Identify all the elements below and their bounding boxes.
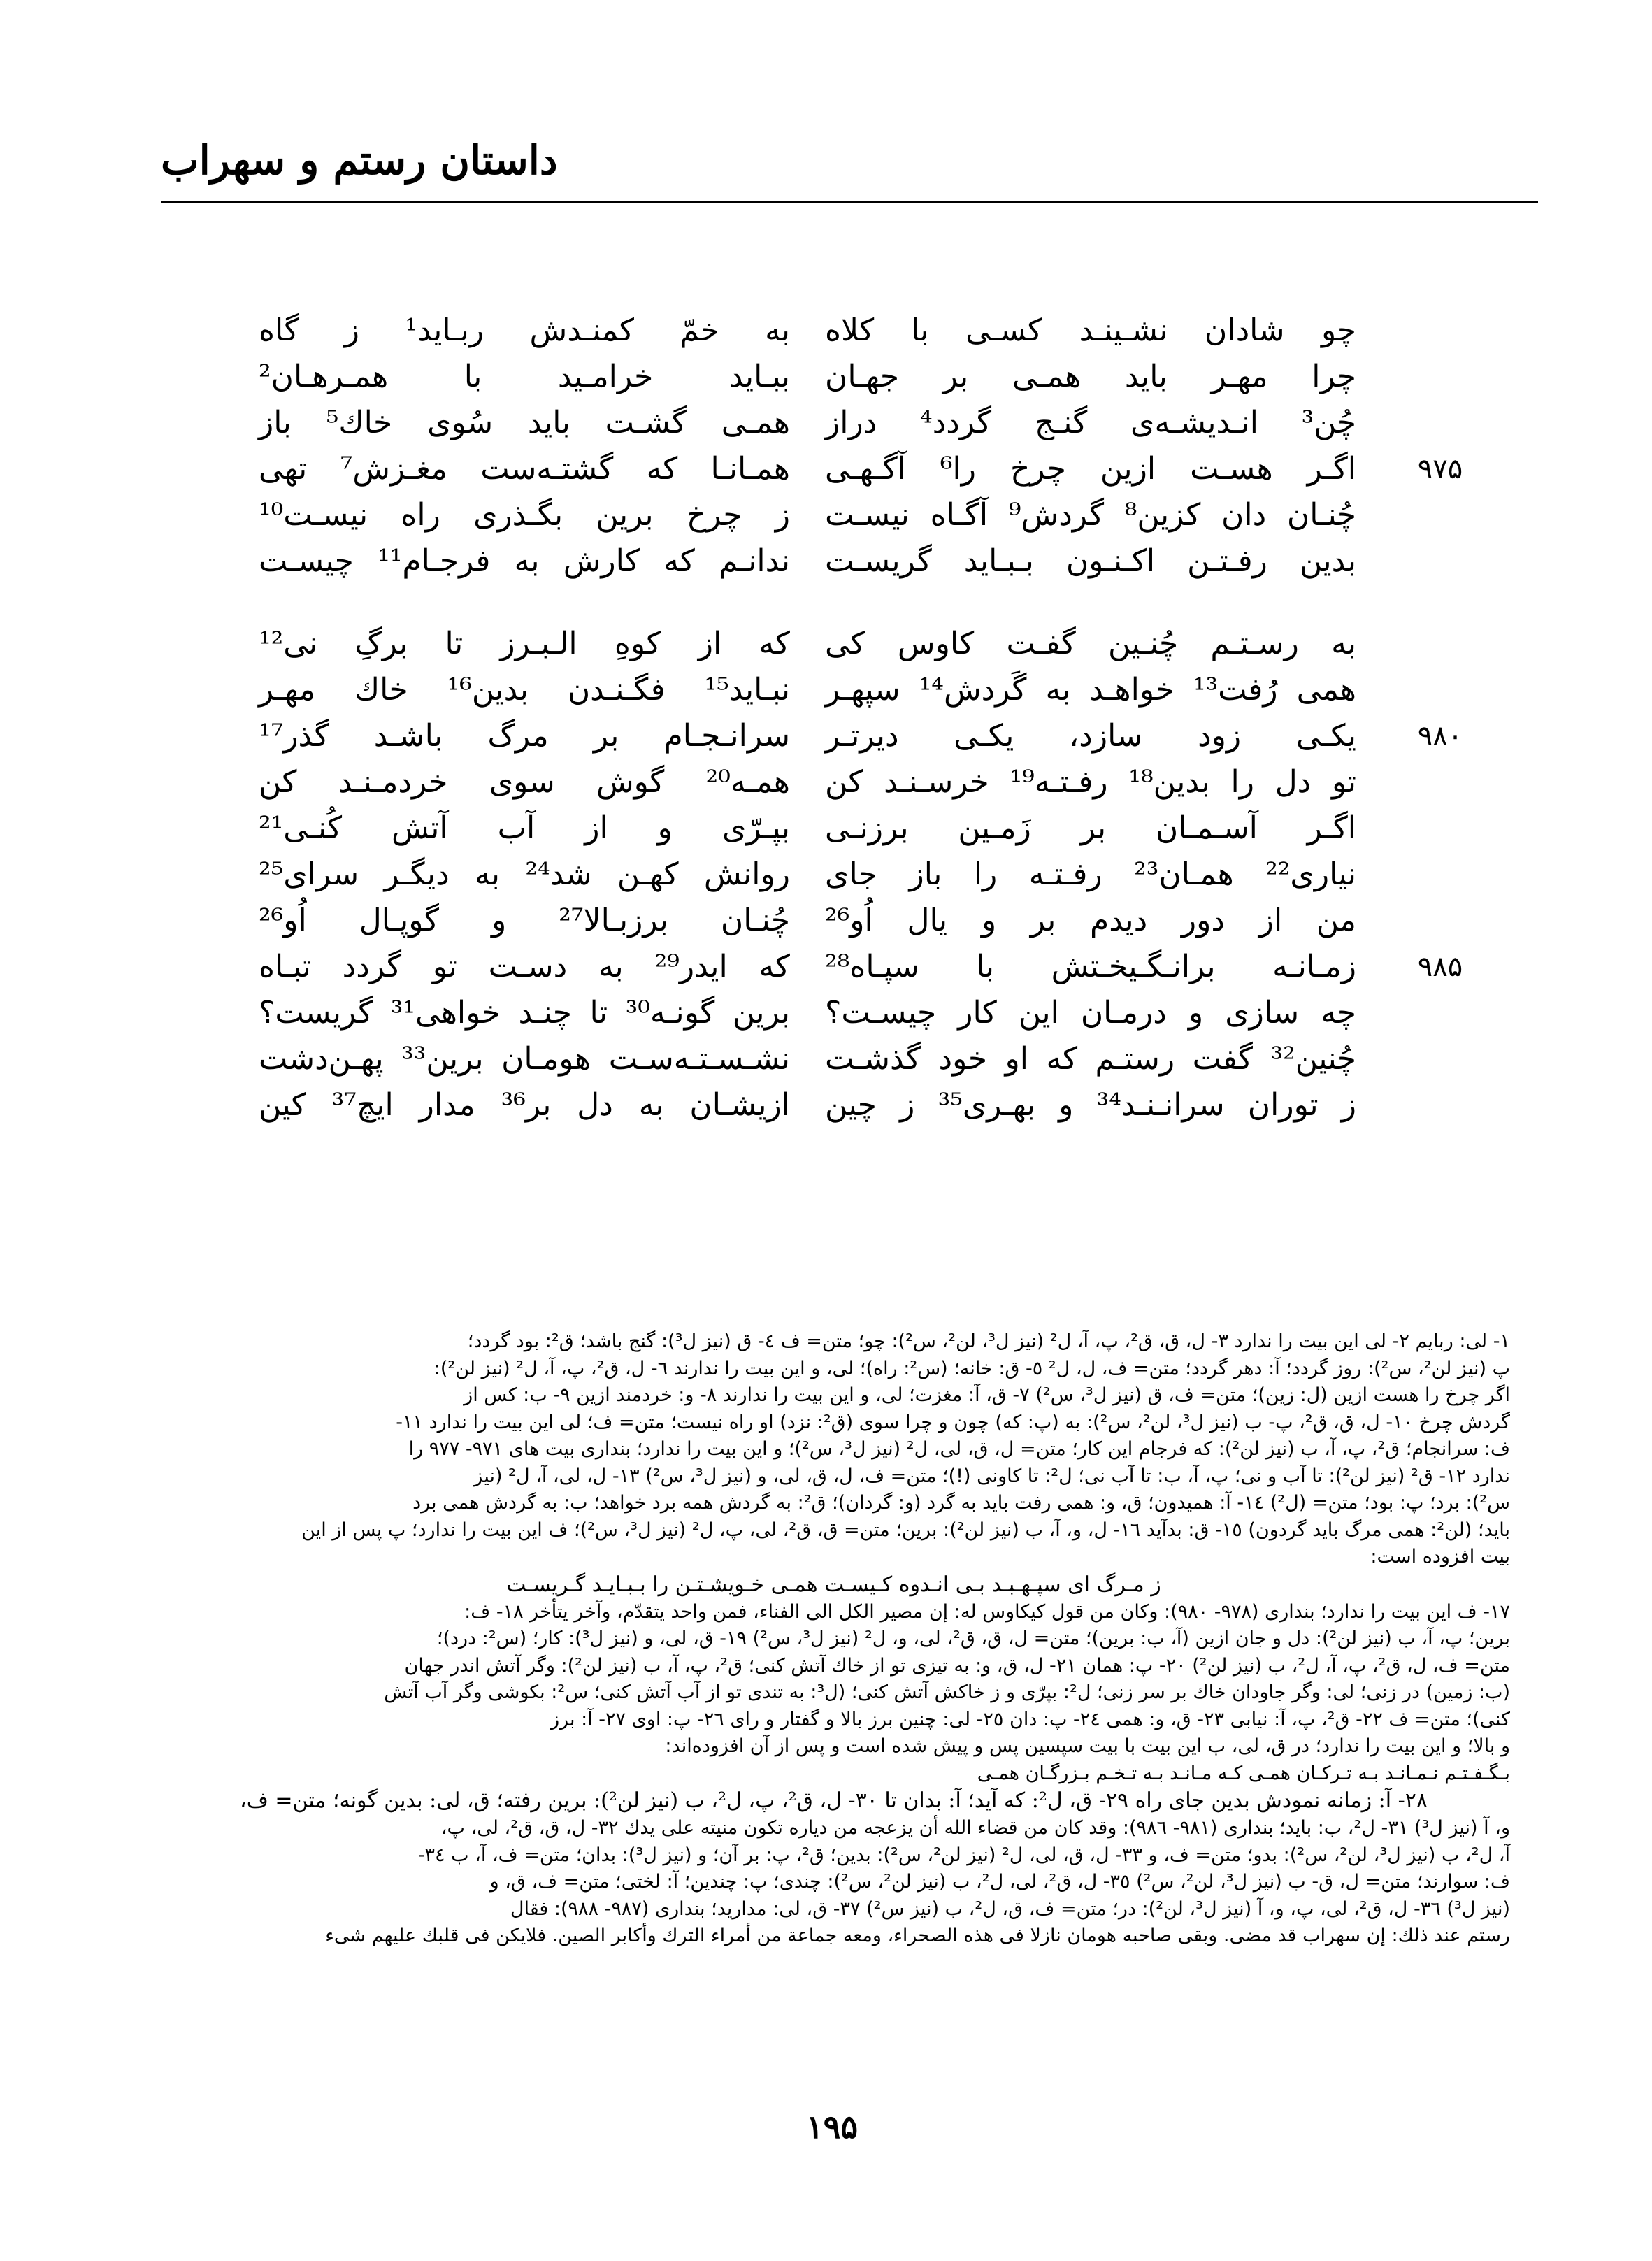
footnote-line: ١٧- ف این بیت را ندارد؛ بنداری (٩٧٨- ٩٨٠): وکان من قول کیکاوس له: إن مصیر الکل الی الفناء، فمن واحد یتقدّم، وآخر یتأخر ١٨- ف: bbox=[464, 1600, 1510, 1623]
verse-row bbox=[252, 354, 1566, 400]
footnote-line: (نیز ل³) ٣٦- ل، ق²، لی، پ، و، آ (نیز ل³، لن²): در؛ متن= ف، ق، ل²، ب (نیز س²) ٣٧- ق، لی: مدارید؛ بنداری (٩٨٧- ٩٨٨): فقال bbox=[510, 1897, 1510, 1920]
verse-number: ۹۷۵ bbox=[1417, 453, 1463, 485]
footnote-line: برین؛ پ، آ، ب (نیز لن²): دل و جان ازین (آ، ب: برین)؛ متن= ل، ق، ق²، لی، و، ل² (نیز ل³، س²) ١٩- ق، لی، و (نیز ل³): کار؛ (س²: درد)؛ bbox=[436, 1628, 1510, 1649]
first-hemistich: تو دل را بدین¹⁸ رفـتـه¹⁹ خرسـنـد کن bbox=[825, 764, 1356, 800]
footnote-line: و، آ (نیز ل³) ٣١- ل²، ب: باید؛ بنداری (٩٨١- ٩٨٦): وقد کان من قضاء الله أن یزعجه من دیاره تکون منیته علی یدك ٣٢- ل، ق، ق²، لی، پ، bbox=[440, 1817, 1510, 1839]
verse-row bbox=[252, 538, 1566, 584]
verse-number bbox=[1398, 805, 1482, 852]
verse-row bbox=[252, 667, 1566, 713]
verse-row bbox=[252, 1036, 1566, 1082]
footnote-line: س²): برد؛ پ: بود؛ متن= (ل²) ١٤- آ: همیدون؛ ق، و: همی رفت باید به گرد (و: گردان)؛ ق²: به گردش همه برد خواهد؛ ب: به گردش همی برد bbox=[412, 1492, 1510, 1514]
verse-number bbox=[1398, 308, 1482, 354]
first-hemistich: چرا مهـر باید همـی بر جهـان bbox=[825, 359, 1356, 394]
first-hemistich: به رسـتـم چُنـین گفـت کاوس کی bbox=[825, 626, 1356, 661]
verse-row bbox=[252, 852, 1566, 898]
verse-row bbox=[252, 805, 1566, 852]
second-hemistich: که از کوهِ الـبـرز تا برگِ نی¹² bbox=[259, 626, 790, 661]
footnote-line: رستم عند ذلك: إن سهراب قد مضی. وبقی صاحبه هومان نازلا فی هذه الصحراء، ومعه جماعة من أمراء الترك وأکابر الصین. فلایکن فی قلبك علیهم شیء bbox=[325, 1925, 1510, 1946]
verse-number bbox=[1398, 1082, 1482, 1128]
verse-row bbox=[252, 759, 1566, 805]
verse-number: ۹۸۵ bbox=[1417, 951, 1463, 983]
footnote-quoted-verse: ز مـرگ ای سپـهـبـد بـی انـدوه کـیسـت همـی خـویشـتـن را بـبـایـد گـریسـت bbox=[506, 1572, 1161, 1597]
footnote-line: آ، ل²، ب (نیز ل³، لن²، س²): بدو؛ متن= ف، و ٣٣- ل، ق، لی، ل² (نیز لن²، س²): بدین؛ ق²، پ: بر آن؛ و (نیز ل³): بدان؛ متن= ف، آ، ب ٣٤- bbox=[417, 1844, 1510, 1866]
verse-number bbox=[1398, 898, 1482, 944]
verse-block-2 bbox=[252, 621, 1566, 1128]
first-hemistich: بدین رفـتـن اکـنـون بـبـاید گریسـت bbox=[825, 543, 1356, 579]
first-hemistich: همی رُفت¹³ خواهـد به گَردش¹⁴ سپهـر bbox=[825, 672, 1356, 708]
footnote-line: گردش چرخ ١٠- ل، ق، ق²، پ- ب (نیز ل³، لن²، س²): به (پ: که) چون و چرا سوی (ق²: نزد) او راه نیست؛ متن= ف؛ لی این بیت را ندارد ١١- bbox=[396, 1411, 1510, 1433]
second-hemistich: ازیشـان به دل بر³⁶ مدار ایچ³⁷ کین bbox=[259, 1087, 790, 1123]
running-header bbox=[161, 136, 1538, 206]
footnote-line: ف: سوارند؛ متن= ل، ق- ب (نیز ل³، لن²، س²) ٣٥- ل، ق²، لی، ل²، ب (نیز لن²، س²): چندی؛ پ: چندین؛ آ: لختی؛ متن= ف، ق، و bbox=[489, 1871, 1510, 1893]
stanza-gap bbox=[252, 584, 1566, 621]
footnote-line: بیت افزوده است: bbox=[1370, 1546, 1510, 1567]
second-hemistich: سرانـجـام بر مرگ باشـد گذر¹⁷ bbox=[259, 718, 790, 754]
chapter-title: داستان رستم و سهراب bbox=[161, 136, 558, 184]
second-hemistich: که ایدر²⁹ به دسـت تو گردد تبـاه bbox=[259, 949, 790, 984]
page-number: ۱۹۵ bbox=[805, 2108, 859, 2146]
second-hemistich: همـه²⁰ گوش سوی خردمـنـد کن bbox=[259, 764, 790, 800]
verse-number bbox=[1398, 852, 1482, 898]
verse-text bbox=[252, 308, 1566, 1128]
first-hemistich: یکـی زود سازد، یکـی دیرتـر bbox=[825, 718, 1356, 754]
footnote-line: بـگـفـتـم نـمـانـد بـه تـرکـان همـی کـه مـانـد بـه تـخـم بـزرگـان همـی bbox=[977, 1762, 1510, 1784]
footnote-quoted-verse: ٢٨- آ: زمانه نمودش بدین جای راه ٢٩- ق، ل²: که آید؛ آ: بدان تا ٣٠- ل، ق²، پ، ل²، ب (نیز لن²): برین رفته؛ ق، لی: بدین گونه؛ متن= ف، bbox=[240, 1788, 1428, 1813]
first-hemistich: چُن³ انـدیشـه‌ی گنـج گردد⁴ دراز bbox=[825, 405, 1356, 440]
verse-number bbox=[1398, 538, 1482, 584]
verse-row bbox=[252, 944, 1566, 990]
footnote-line: اگر چرخ را هست ازین (ل: زین)؛ متن= ف، ق (نیز ل³، س²) ٧- ق، آ: مغزت؛ لی، و این بیت را ندارند ٨- و: خردمند ازین ٩- ب: کس از bbox=[464, 1384, 1510, 1406]
first-hemistich: چُنـان دان کزین⁸ گردش⁹ آگـاه نیسـت bbox=[825, 497, 1356, 533]
first-hemistich: چه سازی و درمـان این کار چیسـت؟ bbox=[825, 995, 1356, 1031]
second-hemistich: نشـسـتـه‌سـت هومـان برین³³ پهـن‌دشت bbox=[259, 1041, 790, 1077]
critical-apparatus-footnotes bbox=[157, 1328, 1510, 1950]
first-hemistich: اگـر هسـت ازین چرخ را⁶ آگـهـی bbox=[825, 451, 1356, 487]
verse-row bbox=[252, 308, 1566, 354]
second-hemistich: همـی گشـت باید سُوی خاك⁵ باز bbox=[259, 405, 790, 440]
verse-row bbox=[252, 1082, 1566, 1128]
verse-block-1 bbox=[252, 308, 1566, 584]
second-hemistich: نبـاید¹⁵ فگـنـدن بدین¹⁶ خاك مهـر bbox=[259, 672, 790, 708]
verse-number bbox=[1398, 621, 1482, 667]
second-hemistich: ببـاید خرامـید با همـرهـان² bbox=[259, 359, 790, 394]
footnote-line: و بالا؛ و این بیت را ندارد؛ در ق، لی، ب این بیت با بیت سپسین پس و پیش شده است و پس از آن افزوده‌اند: bbox=[665, 1735, 1510, 1757]
footnote-line: پ (نیز لن²، س²): روز گردد؛ آ: دهر گردد؛ متن= ف، ل، ل² ٥- ق: خانه؛ (س²: راه)؛ لی، و این بیت را ندارند ٦- ل، ق²، پ، آ، ل² (نیز لن²): bbox=[433, 1357, 1510, 1379]
first-hemistich: من از دور دیدم بر و یال اُو²⁶ bbox=[825, 903, 1356, 938]
first-hemistich: چو شادان نشـینـد کسـی با کلاه bbox=[825, 313, 1356, 348]
footnote-line: متن= ف، ل، ق²، پ، آ، ل²، ب (نیز لن²) ٢٠- پ: همان ٢١- ل، ق، و: به تیزی تو از خاك آتش کنی؛ ق²، پ، آ، ب (نیز لن²): وگر آتش اندر جهان bbox=[404, 1654, 1510, 1677]
second-hemistich: برین گونـه³⁰ تا چنـد خواهی³¹ گریست؟ bbox=[259, 995, 790, 1031]
first-hemistich: نیاری²² همـان²³ رفـتـه را باز جای bbox=[825, 856, 1356, 892]
verse-row bbox=[252, 713, 1566, 759]
footnote-line: ندارد ١٢- ق² (نیز لن²): تا آب و نی؛ پ، آ، ب: تا آب نی؛ ل²: تا کاونی (!)؛ متن= ف، ل، ق، لی، و (نیز ل³، س²) ١٣- ل، لی، آ، ل² (نیز bbox=[473, 1465, 1510, 1487]
first-hemistich: زمـانـه برانـگـیخـتش با سپـاه²⁸ bbox=[825, 949, 1356, 984]
second-hemistich: به خمّ کمنـدش ربـاید¹ ز گاه bbox=[259, 313, 790, 348]
second-hemistich: همـانـا که گشتـه‌ست مغـزش⁷ تهی bbox=[259, 451, 790, 487]
second-hemistich: ز چرخ برین بگـذری راه نیسـت¹⁰ bbox=[259, 497, 790, 533]
second-hemistich: بپـرّی و از آب آتش کُنـی²¹ bbox=[259, 810, 790, 846]
verse-row bbox=[252, 990, 1566, 1036]
footnote-line: (ب: زمین) در زنی؛ لی: وگر جاودان خاك بر سر زنی؛ ل²: بپرّی و ز خاکش آتش کنی؛ (ل³: به تندی تو از آب آتش کنی؛ س²: بکوشی وگر آب آتش bbox=[384, 1681, 1510, 1703]
footnote-line: ف: سرانجام؛ ق²، پ، آ، ب (نیز لن²): که فرجام این کار؛ متن= ل، ق، لی، ل² (نیز ل³، س²)؛ و این بیت را ندارد؛ بنداری بیت های ٩٧١- ٩٧٧ را bbox=[408, 1438, 1510, 1460]
footnote-line: کنی)؛ متن= ف ٢٢- ق²، پ، آ: نیابی ٢٣- ق، و: همی ٢٤- پ: دان ٢٥- لی: چنین برز بالا و گفتار و رای ٢٦- پ: اوی ٢٧- آ: برز bbox=[550, 1708, 1510, 1730]
verse-row bbox=[252, 492, 1566, 538]
first-hemistich: اگـر آسـمـان بر زَمـین برزنـی bbox=[825, 810, 1356, 846]
verse-number bbox=[1398, 667, 1482, 713]
verse-row bbox=[252, 621, 1566, 667]
verse-row bbox=[252, 898, 1566, 944]
footnote-line: باید؛ (لن²: همی مرگ باید گردون) ١٥- ق: بدآید ١٦- ل، و، آ، ب (نیز لن²): برین؛ متن= ق، ق²، لی، پ، ل² (نیز ل³، س²)؛ ف این بیت را ندارد؛ پ پس از این bbox=[301, 1519, 1510, 1541]
first-hemistich: چُنین³² گفت رستـم که او خود گذشـت bbox=[825, 1041, 1356, 1077]
header-rule bbox=[161, 201, 1538, 203]
second-hemistich: ندانـم که کارش به فرجـام¹¹ چیسـت bbox=[259, 543, 790, 579]
verse-number: ۹۸۰ bbox=[1417, 720, 1463, 752]
verse-number bbox=[1398, 492, 1482, 538]
second-hemistich: چُنـان برزبـالا²⁷ و گوپـال اُو²⁶ bbox=[259, 903, 790, 938]
second-hemistich: روانش کهـن شد²⁴ به دیگـر سرای²⁵ bbox=[259, 856, 790, 892]
verse-number bbox=[1398, 990, 1482, 1036]
verse-number bbox=[1398, 354, 1482, 400]
verse-number bbox=[1398, 1036, 1482, 1082]
verse-row bbox=[252, 446, 1566, 492]
verse-row bbox=[252, 400, 1566, 446]
footnote-line: ۱- لی: ربایم ۲- لی این بیت را ندارد ۳- ل، ق، ق²، پ، آ، ل² (نیز ل³، لن²، س²): چو؛ متن= ف ٤- ق (نیز ل³): گنج باشد؛ ق²: بود گردد؛ bbox=[467, 1330, 1510, 1352]
verse-number bbox=[1398, 759, 1482, 805]
verse-number bbox=[1398, 400, 1482, 446]
first-hemistich: ز توران سرانـنـد³⁴ و بهـری³⁵ ز چین bbox=[825, 1087, 1356, 1123]
